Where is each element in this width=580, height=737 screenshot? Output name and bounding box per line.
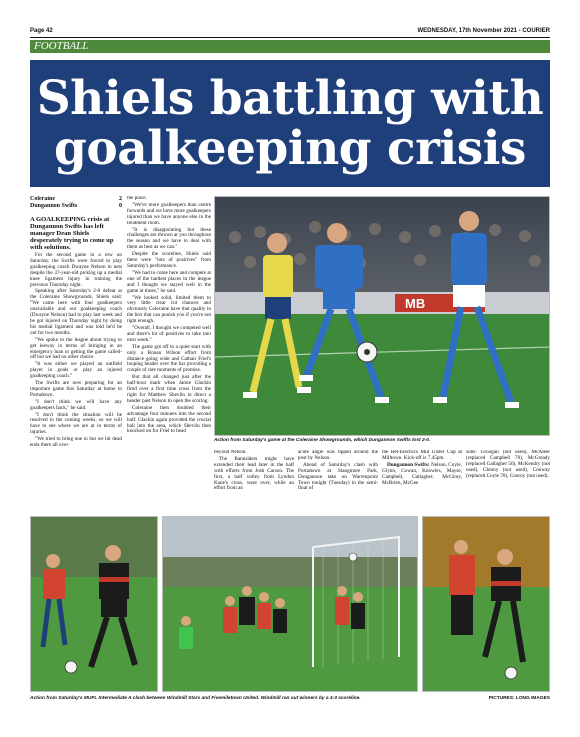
bottom-photo-1-illustration (31, 517, 158, 692)
paragraph: The Swifts are now preparing for an important game this Saturday at home to Portadown. (30, 380, 122, 398)
paragraph: Despite the scoreline, Shiels said there were "lots of positives" from Saturday's performance. (127, 251, 211, 269)
paragraph: the place. (127, 196, 147, 201)
svg-text:MB: MB (405, 296, 426, 311)
article-column-4 (298, 450, 378, 500)
main-photo-illustration (215, 197, 550, 436)
paragraph: "We looked solid, limited them to very little clear cut chances and obviously Coleraine have that quality in the box that can punish you if you're not tight enough. (127, 294, 211, 325)
football-icon (357, 342, 377, 362)
paragraph: beyond Nelson. (214, 450, 247, 455)
paragraph: "We've more goalkeepers than centre forwards and we have more goalkeepers injured than we have anyone else in the treatment room. (127, 201, 211, 226)
paragraph: "Overall, I thought we competed well and there's lot of positives to take into next week." (127, 325, 211, 343)
headline-line-2: goalkeeping crisis (53, 120, 526, 176)
page-number: Page 42 (30, 28, 53, 34)
bottom-photo-1 (30, 516, 158, 692)
paragraph: The game got off to a quiet start with only a Ronan Wilson effort from distance going wide and Cathair Friel's looping header over the bar providing a couple of rare moments of promise. (127, 343, 211, 374)
photo-credits: PICTURES: LONG IMAGES (488, 696, 550, 701)
paragraph: The Bannsiders might have extended their lead later in the half with efforts from Josh Carson. The first, a half volley from Lyndon Kane's cross, went over, while an effort from an (214, 455, 294, 492)
paragraph: subs: Groogan (not used), McAleer (replaced Campbell 78), McGready (replaced Gallagher 56), McKendry (not used), Glenny (not used), Conway (replaced Coyle 78), Conroy (not used). (466, 450, 550, 479)
paragraph: Speaking after Saturday's 2-0 defeat at the Coleraine Showgrounds, Shiels said: "We came here with four goalkeepers unavailable and our goalkeeping coach (Dwayne Nelson) had to play last week and he got injured on Thursday night by doing his medial ligament and was told he'd be out for two months. (30, 288, 122, 336)
bottom-photo-3-illustration (423, 517, 550, 692)
bottom-photos-caption: Action from Saturday's MUFL Intermediate A clash between Windmill Stars and Fivemiletown United. Windmill ran out winners by a 4-3 scoreline. (30, 696, 361, 701)
article-lead: A GOALKEEPING crisis at Dungannon Swifts has left manager Dean Shiels desperately trying to come up with solutions. (30, 216, 114, 251)
main-photo-caption: Action from Saturday's game at the Coleraine Showgrounds, which Dungannon Swifts lost 2-0. (214, 438, 431, 443)
article-column-5 (382, 450, 462, 500)
bottom-photo-3 (422, 516, 550, 692)
score-away: Dungannon Swifts 0 (30, 203, 122, 209)
lineup-paragraph (382, 463, 462, 487)
paragraph: "I don't think we will have any goalkeepers back," he said. (30, 398, 122, 411)
article-column-6 (466, 450, 550, 500)
paragraph: "It is disappointing but these challenges are thrown at you throughout the season and we have to deal with them as best as we can." (127, 226, 211, 251)
paragraph: acute angle was tipped around the post by Nelson. (298, 450, 378, 461)
paragraph: Coleraine then doubled their advantage four minutes into the second half. Glackin again provided the crucial ball into the area, which Shevlin then knocked on for Friel to head (127, 404, 211, 435)
section-banner: FOOTBALL (30, 40, 550, 53)
paragraph: But that all changed just after the half-hour mark when Jamie Glackin fired over a first time cross from the right for Matthew Shevlin to direct a header past Nelson to open the scoring. (127, 374, 211, 404)
paragraph: "I don't think the situation will be resolved in the coming weeks, so we will have to see where we are at in terms of injuries. (30, 411, 122, 436)
header-rule (30, 37, 550, 38)
paragraph: "We tried to bring one in but we hit dead ends there all over (30, 436, 122, 449)
article-column-3 (214, 450, 294, 500)
bottom-photo-2 (162, 516, 418, 692)
paragraph: "It was either we played an outfield player in goals or play an injured goalkeeping coach." (30, 361, 122, 380)
main-match-photo (214, 196, 550, 436)
paragraph: "We had to come here and compete at one of the hardest places in the league and I thought we stayed well in the game at times," he said. (127, 269, 211, 294)
headline-box (30, 60, 550, 187)
paragraph: "We spoke to the league about trying to get leeway in terms of bringing in an emergency loan or getting the game called-off but we had no other choice. (30, 336, 122, 361)
lineup-label: Dungannon Swifts: (387, 461, 430, 468)
bottom-photo-2-illustration (163, 517, 418, 692)
paragraph: the Bet-Electrics Mid Ulster Cup at Milltown. Kick-off is 7.45pm. (382, 450, 462, 461)
paragraph: Ahead of Saturday's clash with Portadown at Stangmore Park, Dungannon take on Warrenpoint Town tonight (Tuesday) in the semi-final of (298, 461, 378, 492)
lineup-text: Nelson, Coyle, Glynn, Cowan, Knowles, Mayse, Campbell, Gallagher, McGinty, McBrien, McGee (382, 461, 462, 486)
date-line: WEDNESDAY, 17th November 2021 - COURIER (417, 28, 550, 34)
paragraph: For the second game in a row on Saturday, the Swifts were forced to play goalkeeping coach Dwayne Nelson in nets despite the 37-year-old picking up a medial knee ligament injury in training the previous Thursday night. (30, 252, 122, 288)
headline-line-1: Shiels battling with (36, 70, 544, 126)
score-home: Coleraine 2 (30, 196, 122, 202)
